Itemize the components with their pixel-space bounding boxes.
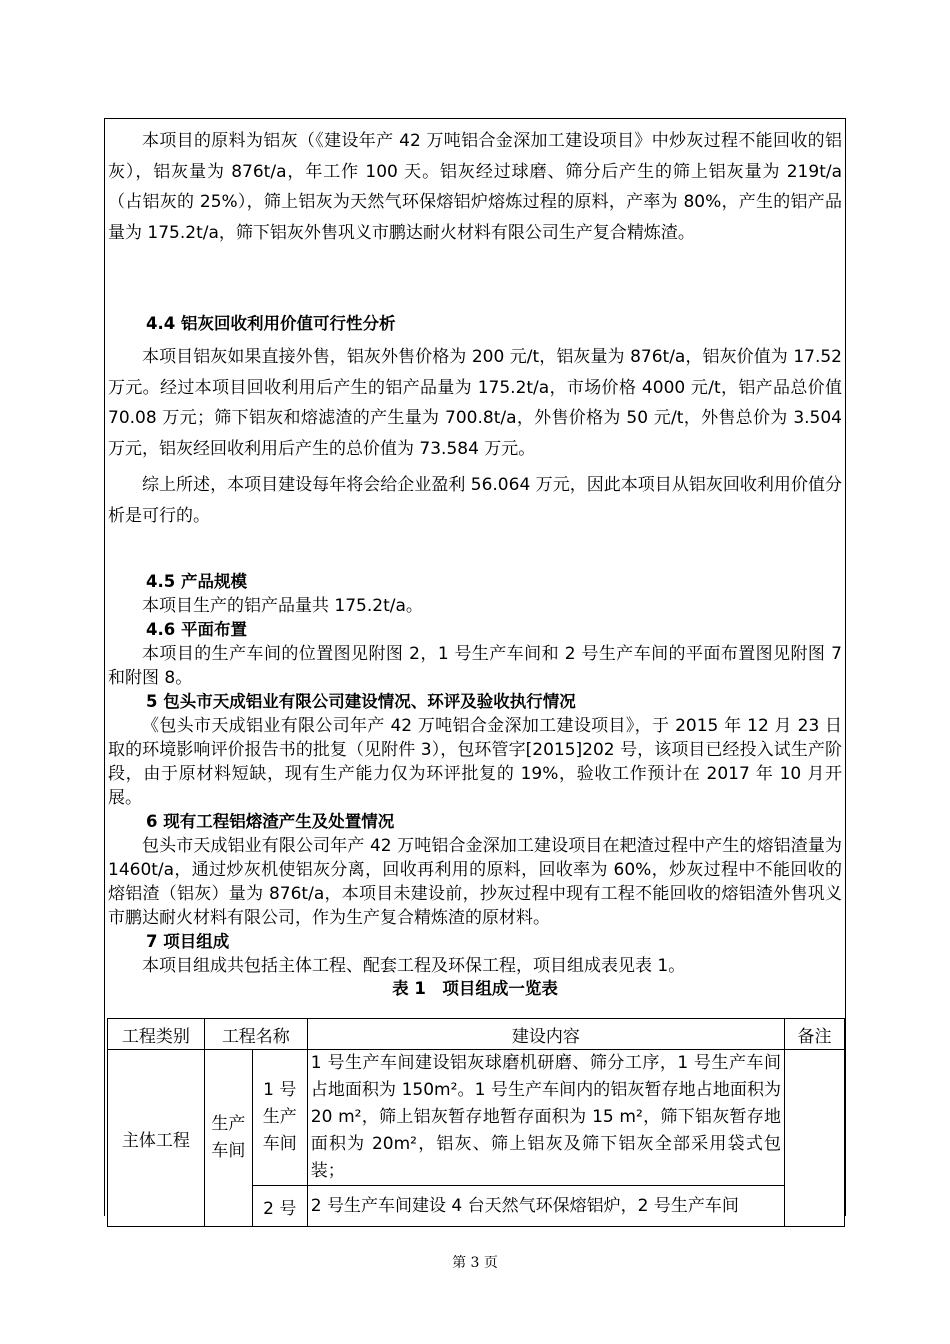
cell-subcategory: 生产车间 bbox=[204, 1050, 252, 1227]
table-caption: 表 1 项目组成一览表 bbox=[392, 979, 558, 998]
section-4-6-heading: 4.6 平面布置 bbox=[146, 620, 247, 639]
project-composition-table bbox=[107, 1018, 845, 1227]
table-header-row bbox=[108, 1019, 845, 1050]
header-category: 工程类别 bbox=[108, 1019, 205, 1050]
section-4-5 bbox=[104, 570, 846, 1000]
cell-remark bbox=[785, 1050, 845, 1227]
cell-row1-content: 1 号生产车间建设铝灰球磨机研磨、筛分工序，1 号生产车间占地面积为 150m²。1 号生产车间内的铝灰暂存地占地面积为 20 m²，筛上铝灰暂存地暂存面积为 15 m²，筛下铝灰暂存地面积为 20m²，铝灰、筛上铝灰及筛下铝灰全部采用袋式包装； bbox=[307, 1050, 784, 1186]
section-5-heading: 5 包头市天成铝业有限公司建设情况、环评及验收执行情况 bbox=[146, 692, 576, 711]
section-5-paragraph: 《包头市天成铝业有限公司年产 42 万吨铝合金深加工建设项目》，于 2015 年 12 月 23 日取的环境影响评价报告书的批复（见附件 3），包环管字[2015]202 号，该项目已经投入试生产阶段，由于原材料短缺，现有生产能力仅为环评批复的 19%，验收工作预计在 2017 年 10 月开展。 bbox=[108, 716, 842, 808]
cell-category: 主体工程 bbox=[108, 1050, 205, 1227]
section-6-paragraph: 包头市天成铝业有限公司年产 42 万吨铝合金深加工建设项目在耙渣过程中产生的熔铝渣量为 1460t/a，通过炒灰机使铝灰分离，回收再利用的原料，回收率为 60%，炒灰过程中不能回收的熔铝渣（铝灰）量为 876t/a，本项目未建设前，抄灰过程中现有工程不能回收的熔铝渣外售巩义市鹏达耐火材料有限公司，作为生产复合精炼渣的原材料。 bbox=[108, 836, 842, 928]
cell-row1-name: 1 号生产车间 bbox=[252, 1050, 307, 1186]
cell-row2-name: 2 号 bbox=[252, 1186, 307, 1227]
page-number: 第 3 页 bbox=[452, 1255, 498, 1271]
section-7-heading: 7 项目组成 bbox=[146, 932, 230, 951]
section-7-paragraph: 本项目组成共包括主体工程、配套工程及环保工程，项目组成表见表 1。 bbox=[142, 956, 686, 976]
section-4-4 bbox=[104, 312, 846, 531]
table-row bbox=[108, 1050, 845, 1186]
section-4-5-paragraph: 本项目生产的铝产品量共 175.2t/a。 bbox=[142, 596, 423, 616]
cell-row2-content: 2 号生产车间建设 4 台天然气环保熔铝炉，2 号生产车间 bbox=[307, 1186, 784, 1227]
section-4-4-paragraph-1: 本项目铝灰如果直接外售，铝灰外售价格为 200 元/t，铝灰量为 876t/a，铝灰价值为 17.52 万元。经过本项目回收利用后产生的铝产品量为 175.2t/a，市场价格 4000 元/t，铝产品总价值 70.08 万元；筛下铝灰和熔滤渣的产生量为 700.8t/a，外售价格为 50 元/t，外售总价为 3.504 万元，铝灰经回收利用后产生的总价值为 73.584 万元。 bbox=[108, 347, 842, 459]
section-4-4-heading: 4.4 铝灰回收利用价值可行性分析 bbox=[146, 314, 396, 333]
section-4-5-heading: 4.5 产品规模 bbox=[146, 572, 247, 591]
section-6-heading: 6 现有工程铝熔渣产生及处置情况 bbox=[146, 812, 395, 831]
intro-paragraph: 本项目的原料为铝灰（《建设年产 42 万吨铝合金深加工建设项目》中炒灰过程不能回收的铝灰），铝灰量为 876t/a，年工作 100 天。铝灰经过球磨、筛分后产生的筛上铝灰量为 219t/a（占铝灰的 25%），筛上铝灰为天然气环保熔铝炉熔炼过程的原料，产率为 80%，产生的铝产品量为 175.2t/a，筛下铝灰外售巩义市鹏达耐火材料有限公司生产复合精炼渣。 bbox=[108, 131, 842, 243]
header-content: 建设内容 bbox=[307, 1019, 784, 1050]
section-4-6-paragraph: 本项目的生产车间的位置图见附图 2，1 号生产车间和 2 号生产车间的平面布置图见附图 7 和附图 8。 bbox=[108, 644, 842, 688]
header-remark: 备注 bbox=[785, 1019, 845, 1050]
intro-block bbox=[104, 126, 846, 248]
header-name: 工程名称 bbox=[204, 1019, 307, 1050]
section-4-4-paragraph-2: 综上所述，本项目建设每年将会给企业盈利 56.064 万元，因此本项目从铝灰回收利用价值分析是可行的。 bbox=[108, 475, 842, 526]
